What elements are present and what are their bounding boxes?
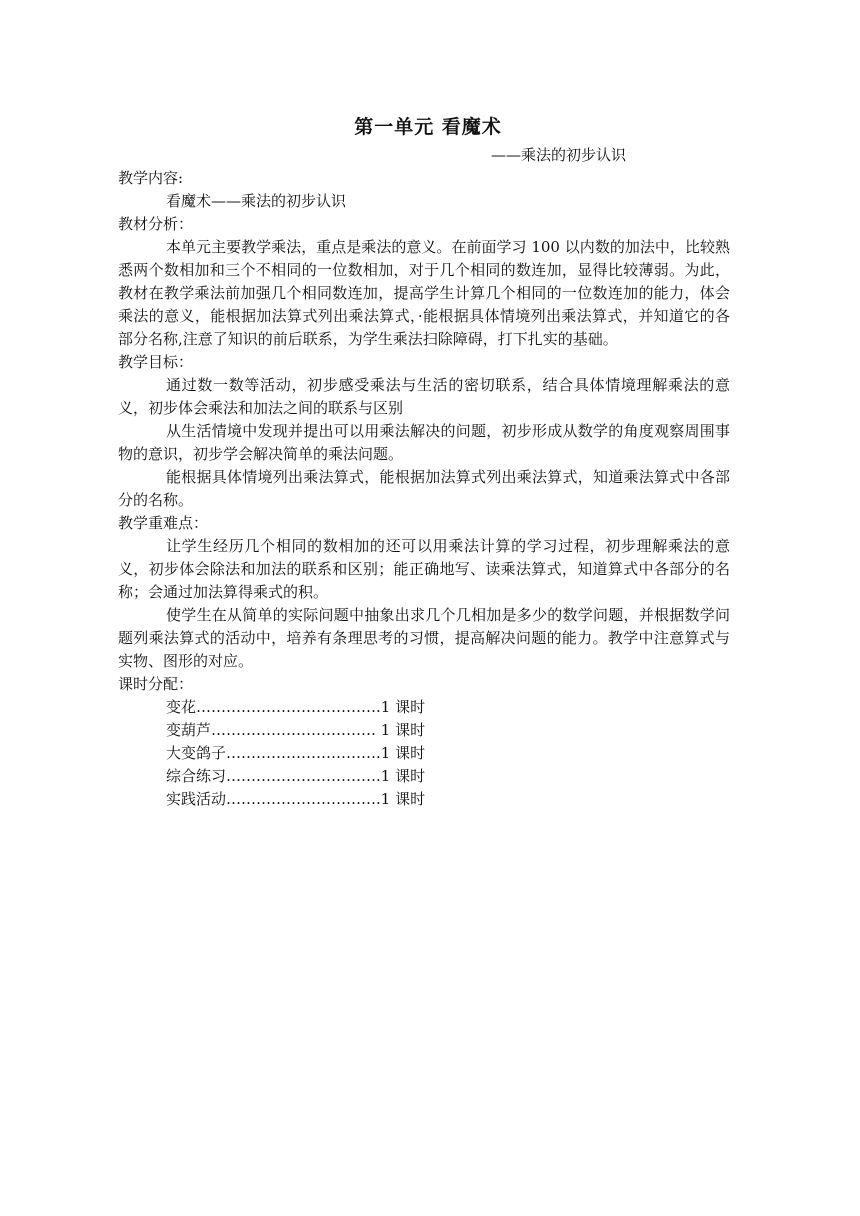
schedule-item-name: 变花 <box>166 698 197 716</box>
goal-paragraph-3: 能根据具体情境列出乘法算式，能根据加法算式列出乘法算式，知道乘法算式中各部分的名称。 <box>118 468 730 509</box>
heading-content: 教学内容: <box>118 169 184 187</box>
schedule-item <box>118 719 738 742</box>
schedule-item-dots: ……………………………… <box>196 698 377 716</box>
goal-paragraph-2: 从生活情境中发现并提出可以用乘法解决的问题，初步形成从数学的角度观察周围事物的意识，初步学会解决简单的乘法问题。 <box>118 422 730 463</box>
schedule-item-name: 实践活动 <box>166 790 227 808</box>
document-page <box>118 112 738 811</box>
schedule-item-dots: ………………………… <box>226 767 377 785</box>
schedule-item-name: 综合练习 <box>166 767 227 785</box>
heading-schedule: 课时分配： <box>118 675 194 693</box>
schedule-item-name: 变葫芦 <box>166 721 212 739</box>
keypoint-paragraph-1: 让学生经历几个相同的数相加的还可以用乘法计算的学习过程，初步理解乘法的意义，初步体会除法和加法的联系和区别；能正确地写、读乘法算式，知道算式中各部分的名称；会通过加法算得乘式的积。 <box>118 537 730 601</box>
schedule-item-name: 大变鸽子 <box>166 744 227 762</box>
heading-goals: 教学目标： <box>118 353 194 371</box>
schedule-item <box>118 765 738 788</box>
schedule-item-dots: …………………………… <box>211 721 381 739</box>
schedule-item-hours: .1 课时 <box>376 790 426 808</box>
heading-keypoints: 教学重难点： <box>118 514 209 532</box>
content-text: 看魔术——乘法的初步认识 <box>166 192 347 210</box>
schedule-item-dots: ………………………… <box>226 744 377 762</box>
goal-paragraph-1: 通过数一数等活动，初步感受乘法与生活的密切联系，结合具体情境理解乘法的意义，初步体会乘法和加法之间的联系与区别 <box>118 376 730 417</box>
schedule-list <box>118 696 738 811</box>
keypoint-paragraph-2: 使学生在从简单的实际问题中抽象出求几个几相加是多少的数学问题，并根据数学问题列乘法算式的活动中，培养有条理思考的习惯，提高解决问题的能力。教学中注意算式与实物、图形的对应。 <box>118 606 730 670</box>
analysis-paragraph: 本单元主要教学乘法，重点是乘法的意义。在前面学习 100 以内数的加法中，比较熟悉两个数相加和三个不相同的一位数相加，对于几个相同的数连加，显得比较薄弱。为此，教材在教学乘法前加强几个相同数连加，提高学生计算几个相同的一位数连加的能力，体会乘法的意义，能根据加法算式列出乘法算式，·能根据具体情境列出乘法算式，并知道它的各部分名称,注意了知识的前后联系，为学生乘法扫除障碍，打下扎实的基础。 <box>118 238 730 348</box>
schedule-item-hours: .1 课时 <box>376 767 426 785</box>
schedule-item-dots: ………………………… <box>226 790 377 808</box>
page-subtitle: ——乘法的初步认识 <box>490 146 626 164</box>
schedule-item <box>118 788 738 811</box>
schedule-item-hours: .1 课时 <box>376 744 426 762</box>
schedule-item-hours: 1 课时 <box>380 721 426 739</box>
schedule-item <box>118 742 738 765</box>
schedule-item <box>118 696 738 719</box>
schedule-item-hours: .1 课时 <box>376 698 426 716</box>
page-title: 第一单元 看魔术 <box>354 116 502 138</box>
heading-analysis: 教材分析： <box>118 215 194 233</box>
